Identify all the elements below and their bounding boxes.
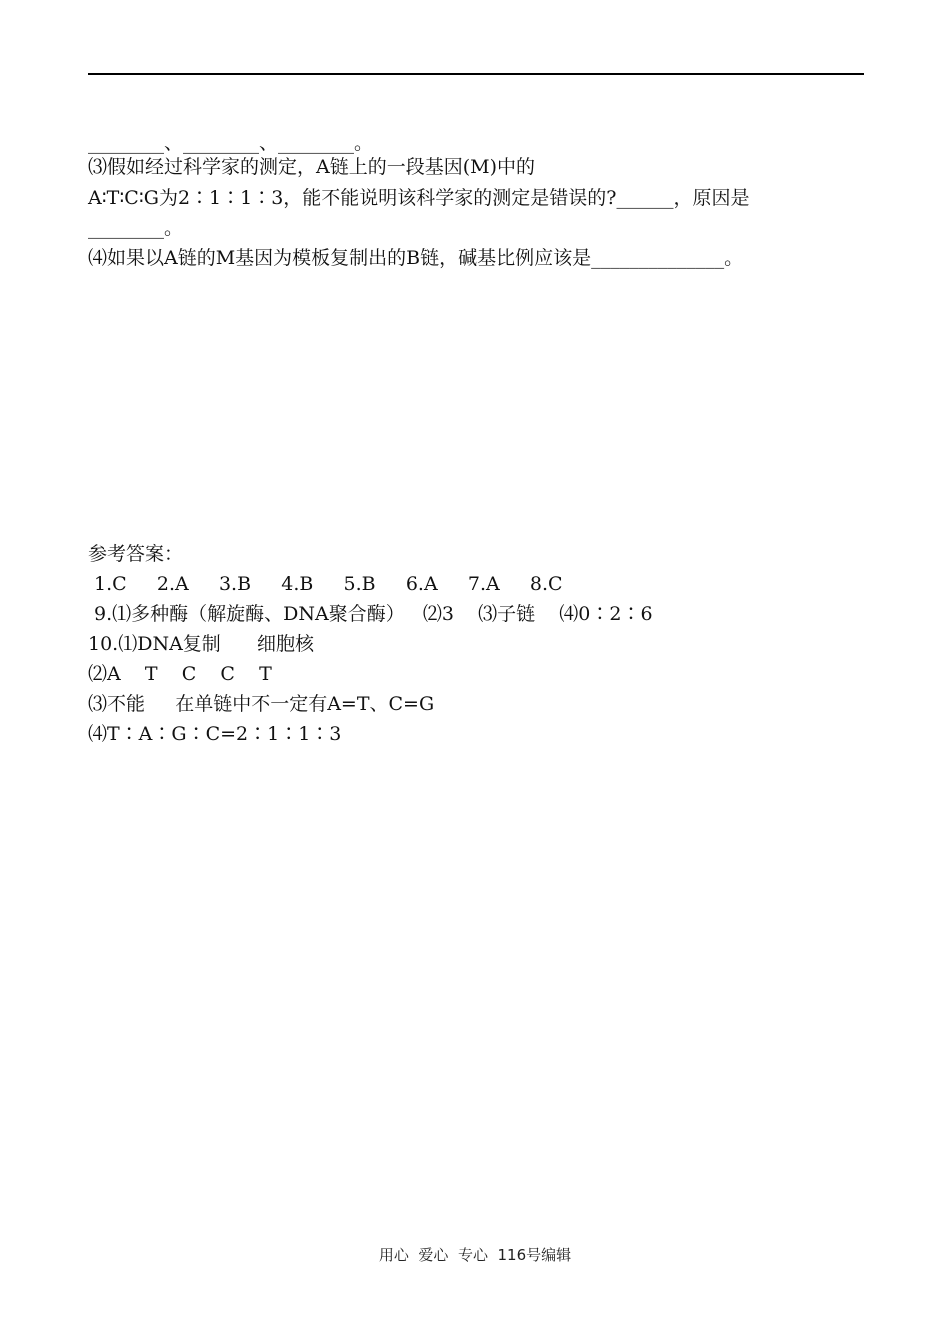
answer-line-10-4: ⑷T∶A∶G∶C=2∶1∶1∶3 (88, 723, 342, 745)
answer-line-1-8: 1.C 2.A 3.B 4.B 5.B 6.A 7.A 8.C (88, 573, 563, 595)
question-line-3a: ⑶假如经过科学家的测定，A链上的一段基因(M)中的 (88, 156, 536, 178)
question-line-4: ⑷如果以A链的M基因为模板复制出的B链，碱基比例应该是______________。 (88, 247, 744, 269)
page-footer: 用心 爱心 专心 116号编辑 (378, 1246, 572, 1264)
question-line-blanks: ________、________、________。 (88, 132, 374, 154)
question-line-3b: A∶T∶C∶G为2∶1∶1∶3，能不能说明该科学家的测定是错误的?______，原因是 (88, 187, 750, 209)
answers-heading: 参考答案： (88, 543, 184, 565)
header-rule (88, 73, 864, 75)
answer-line-10-1: 10.⑴DNA复制 细胞核 (88, 633, 315, 655)
answer-line-10-3: ⑶不能 在单链中不一定有A=T、C=G (88, 693, 435, 715)
answer-line-10-2: ⑵A T C C T (88, 663, 272, 685)
answer-line-9: 9.⑴多种酶（解旋酶、DNA聚合酶） ⑵3 ⑶子链 ⑷0∶2∶6 (88, 603, 653, 625)
question-line-3c: ________。 (88, 217, 184, 239)
